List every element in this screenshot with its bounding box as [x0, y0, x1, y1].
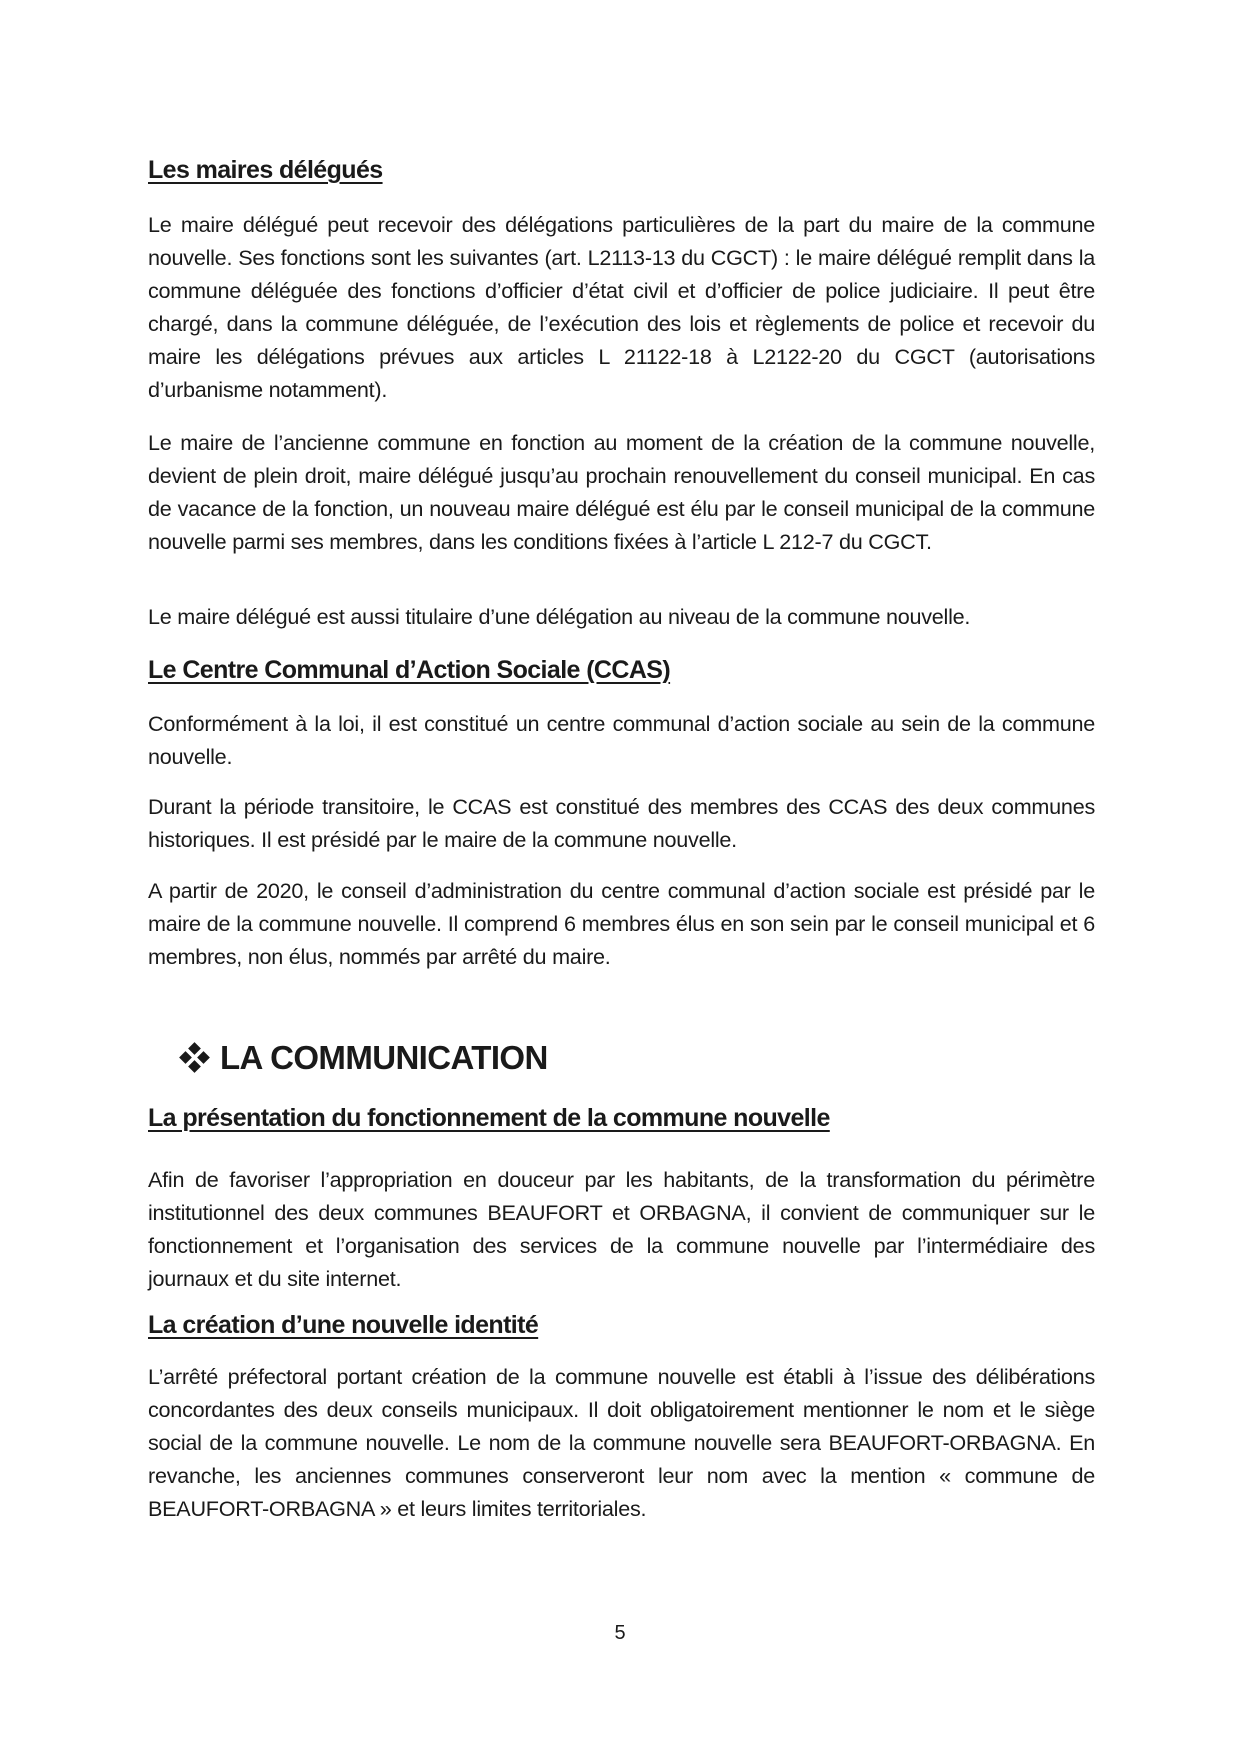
section-heading-ccas: Le Centre Communal d’Action Sociale (CCAS) — [148, 656, 671, 684]
paragraph: L’arrêté préfectoral portant création de la commune nouvelle est établi à l’issue des délibérations concordantes des deux conseils municipaux. Il doit obligatoirement mentionner le nom et le siège social de la commune nouvelle. Le nom de la commune nouvelle sera BEAUFORT-ORBAGNA. En revanche, les anciennes communes conserveront leur nom avec la mention « commune de BEAUFORT-ORBAGNA » et leurs limites territoriales. — [148, 1364, 1095, 1521]
paragraph: Le maire délégué peut recevoir des délégations particulières de la part du maire de la commune nouvelle. Ses fonctions sont les suivantes (art. L2113-13 du CGCT) : le maire délégué remplit dans la commune déléguée des fonctions d’officier d’état civil et d’officier de police judiciaire. Il peut être chargé, dans la commune déléguée, de l’exécution des lois et règlements de police et recevoir du maire les délégations prévues aux articles L 21122-18 à L2122-20 du CGCT (autorisations d’urbanisme notamment). — [148, 212, 1095, 402]
paragraph: Le maire délégué est aussi titulaire d’une délégation au niveau de la commune nouvelle. — [148, 604, 971, 629]
paragraph: Afin de favoriser l’appropriation en douceur par les habitants, de la transformation du périmètre institutionnel des deux communes BEAUFORT et ORBAGNA, il convient de communiquer sur le fonctionnement et l’organisation des services de la commune nouvelle par l’intermédiaire des journaux et du site internet. — [148, 1167, 1095, 1291]
paragraph: A partir de 2020, le conseil d’administration du centre communal d’action sociale est présidé par le maire de la commune nouvelle. Il comprend 6 membres élus en son sein par le conseil municipal et 6 membres, non élus, nommés par arrêté du maire. — [148, 878, 1095, 969]
diamond-bullet-icon — [180, 1043, 210, 1073]
section-heading-nouvelle-identite: La création d’une nouvelle identité — [148, 1311, 539, 1339]
section-heading-maires-delegues: Les maires délégués — [148, 156, 383, 184]
section-heading-presentation: La présentation du fonctionnement de la commune nouvelle — [148, 1104, 830, 1132]
page-number: 5 — [614, 1622, 626, 1644]
chapter-title: LA COMMUNICATION — [220, 1039, 548, 1076]
paragraph: Durant la période transitoire, le CCAS est constitué des membres des CCAS des deux communes historiques. Il est présidé par le maire de la commune nouvelle. — [148, 794, 1095, 852]
chapter-heading — [180, 1038, 548, 1078]
paragraph: Conformément à la loi, il est constitué un centre communal d’action sociale au sein de la commune nouvelle. — [148, 711, 1095, 769]
paragraph: Le maire de l’ancienne commune en fonction au moment de la création de la commune nouvelle, devient de plein droit, maire délégué jusqu’au prochain renouvellement du conseil municipal. En cas de vacance de la fonction, un nouveau maire délégué est élu par le conseil municipal de la commune nouvelle parmi ses membres, dans les conditions fixées à l’article L 212-7 du CGCT. — [148, 430, 1095, 554]
